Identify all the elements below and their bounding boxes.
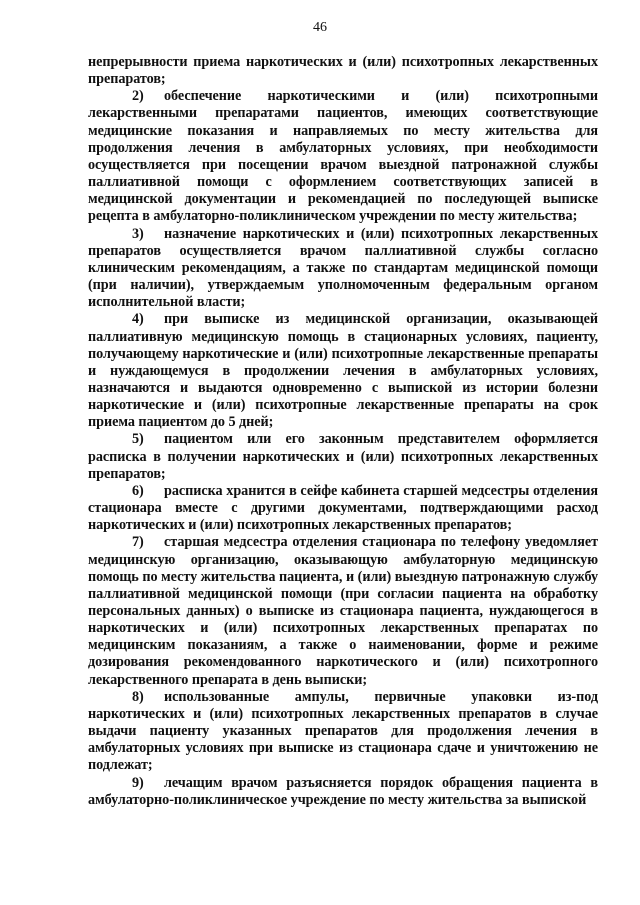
list-item-number: 9): [132, 774, 144, 791]
list-item-3: [88, 226, 598, 312]
paragraph-text: при выписке из медицинской организации, оказывающей паллиативную медицинскую помощь в стационарных условиях, пациенту, получающему наркотические и (или) психотропные лекарственные препараты и нуждающемуся в продолжении лечения в амбулаторных условиях, назначаются и выдаются одновременно с выпиской из истории болезни наркотические и (или) психотропные лекарственные препараты на срок приема пациентом до 5 дней;: [88, 311, 598, 431]
list-item-number: 5): [132, 431, 144, 448]
paragraph-text: лечащим врачом разъясняется порядок обращения пациента в амбулаторно-поликлиническое учреждение по месту жительства за выпиской: [88, 774, 598, 808]
list-item-number: 7): [132, 534, 144, 551]
paragraph-text: обеспечение наркотическими и (или) психотропными лекарственными препаратами пациентов, имеющих соответствующие медицинские показания и направляемых по месту жительства для продолжения лечения в амбулаторных условиях, при необходимости осуществляется при посещении врачом выездной патронажной службы паллиативной помощи с оформлением соответствующих записей в медицинской документации и рекомендацией по последующей выписке рецепта в амбулаторно-поликлиническом учреждении по месту жительства;: [88, 88, 598, 225]
paragraph-text: непрерывности приема наркотических и (или) психотропных лекарственных препаратов;: [88, 54, 598, 88]
list-item-6: [88, 483, 598, 534]
list-item-8: [88, 689, 598, 775]
paragraph-text: пациентом или его законным представителем оформляется расписка в получении наркотических и (или) психотропных лекарственных препаратов;: [88, 431, 598, 482]
paragraph-text: использованные ампулы, первичные упаковки из-под наркотических и (или) психотропных лекарственных препаратов в случае выдачи пациенту указанных препаратов для продолжения лечения в амбулаторных условиях при выписке из стационара сдаче и уничтожению не подлежат;: [88, 688, 598, 774]
paragraph-text: назначение наркотических и (или) психотропных лекарственных препаратов осуществляется врачом паллиативной службы согласно клиническим рекомендациям, а также по стандартам медицинской помощи (при наличии), утверждаемым уполномоченным федеральным органом исполнительной власти;: [88, 225, 598, 311]
list-item-number: 8): [132, 688, 144, 705]
document-body: [88, 54, 598, 809]
list-item-number: 6): [132, 482, 144, 499]
list-item-7: [88, 534, 598, 688]
list-item-number: 3): [132, 225, 144, 242]
list-item-number: 2): [132, 88, 144, 105]
list-item-9: [88, 775, 598, 809]
list-item-4: [88, 311, 598, 431]
list-item-number: 4): [132, 311, 144, 328]
paragraph-text: расписка хранится в сейфе кабинета старшей медсестры отделения стационара вместе с другими документами, подтверждающими расход наркотических и (или) психотропных лекарственных препаратов;: [88, 482, 598, 534]
paragraph-text: старшая медсестра отделения стационара по телефону уведомляет медицинскую организацию, оказывающую амбулаторную медицинскую помощь по месту жительства пациента, и (или) выездную патронажную службу паллиативной медицинской помощи (при согласии пациента на обработку персональных данных) о выписке из стационара пациента, нуждающегося в наркотических и (или) психотропных лекарственных препаратах по медицинским показаниям, а также о наименовании, форме и режиме дозирования рекомендованного наркотического и (или) психотропного лекарственного препарата в день выписки;: [88, 534, 598, 688]
page-number: 46: [313, 20, 327, 35]
paragraph-continuation: [88, 54, 598, 88]
list-item-5: [88, 431, 598, 482]
list-item-2: [88, 88, 598, 225]
